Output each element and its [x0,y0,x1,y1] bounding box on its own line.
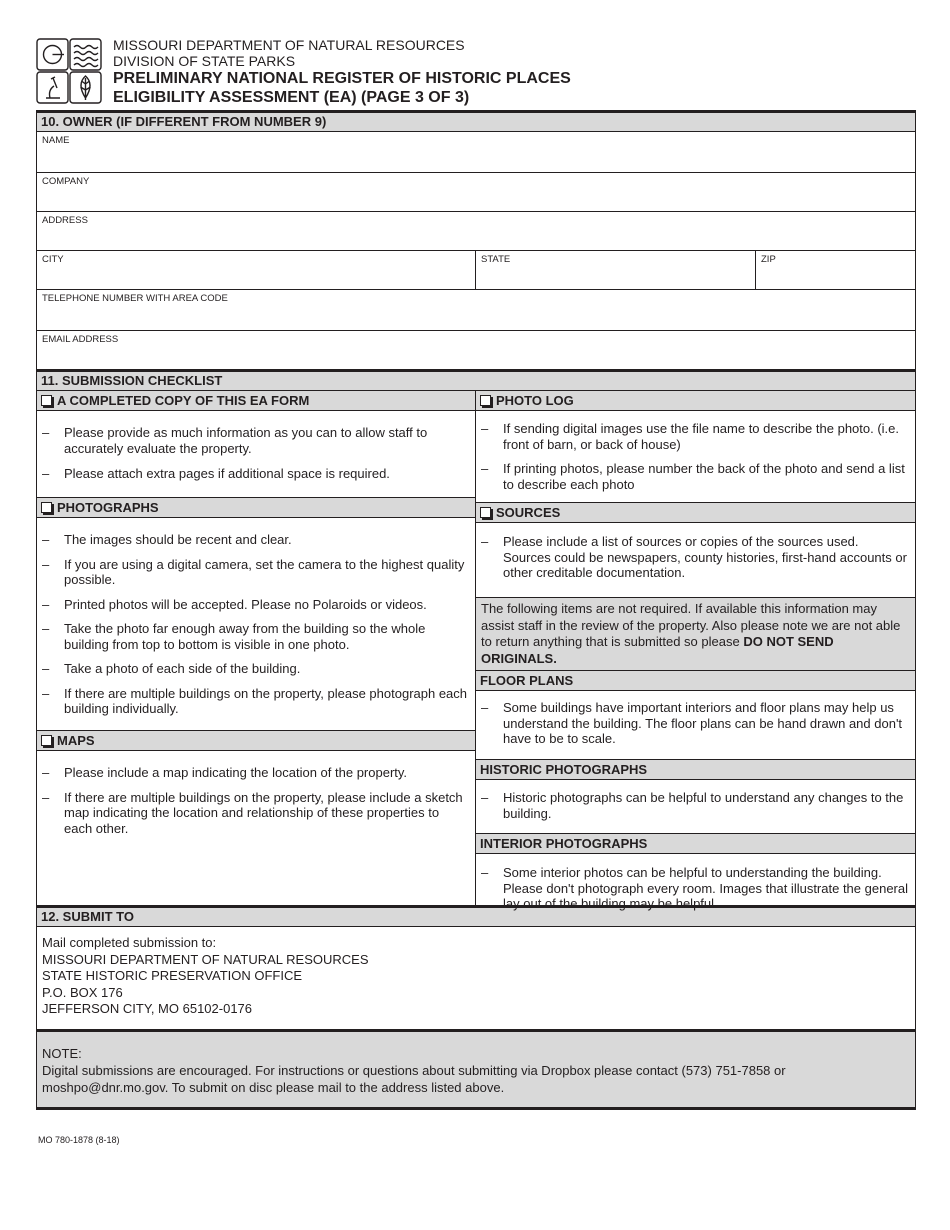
dash-mark: – [481,421,489,436]
dash-mark: – [42,466,50,481]
owner-city-state-zip-row [37,251,915,290]
optional-note-text: The following items are not required. If available this information may assist staff in the review of the property. Also please note we are not able to return anything that is submitted so please [481,601,901,649]
owner-email-label: EMAIL ADDRESS [42,334,119,345]
historic-photographs-list [476,780,915,833]
dnr-logo [36,38,102,104]
dash-mark: – [481,461,489,476]
dash-mark: – [42,661,50,676]
list-item: – Please include a map indicating the location of the property. [42,765,408,780]
optional-items-note [476,597,915,670]
form-subtitle: ELIGIBILITY ASSESSMENT (EA) (PAGE 3 OF 3) [113,89,470,106]
owner-state-field[interactable] [476,251,756,289]
list-item: – Take the photo far enough away from the building so the whole building from top to bottom is visible in one photo. [42,621,426,652]
interior-photographs-list [476,854,915,912]
checklist-sources-header [476,502,915,523]
checklist-ea-form-header [37,391,475,411]
checklist-photographs-header [37,497,475,518]
historic-photographs-header: HISTORIC PHOTOGRAPHS [476,759,915,780]
checklist-columns [37,391,915,911]
owner-zip-label: ZIP [761,254,776,265]
maps-list [37,751,475,836]
floor-plans-list [476,691,915,759]
owner-city-field[interactable] [37,251,476,289]
ea-form-checkbox[interactable] [41,395,52,406]
list-item: – If there are multiple buildings on the property, please photograph each building individually. [42,685,468,716]
section-10-title: 10. OWNER (IF DIFFERENT FROM NUMBER 9) [37,110,915,132]
owner-name-label: NAME [42,135,70,146]
sources-list [476,523,915,597]
form-number: MO 780-1878 (8-18) [38,1135,120,1145]
submit-line: MISSOURI DEPARTMENT OF NATURAL RESOURCES [42,951,369,967]
dash-mark: – [42,765,50,780]
list-item: – Take a photo of each side of the building. [42,661,301,676]
photographs-checkbox[interactable] [41,502,52,513]
checklist-ea-form-title: A COMPLETED COPY OF THIS EA FORM [57,393,310,408]
dash-mark: – [42,425,50,440]
owner-phone-label: TELEPHONE NUMBER WITH AREA CODE [42,293,228,304]
submit-line: P.O. BOX 176 [42,984,123,1000]
note-title: NOTE: [42,1046,82,1061]
owner-city-label: CITY [42,254,64,265]
list-item: – Historic photographs can be helpful to understand any changes to the building. [481,790,904,821]
photo-log-checkbox[interactable] [480,395,491,406]
dash-mark: – [481,865,489,880]
section-12-title: 12. SUBMIT TO [37,906,915,927]
list-item: – If sending digital images use the file name to describe the photo. (i.e. front of barn, or back of house) [481,421,900,452]
checklist-maps-title: MAPS [57,733,95,748]
section-11-title: 11. SUBMISSION CHECKLIST [37,369,915,391]
dash-mark: – [42,532,50,547]
dash-mark: – [42,556,50,572]
submit-address [37,927,915,1032]
photographs-list [37,518,475,730]
agency-name: MISSOURI DEPARTMENT OF NATURAL RESOURCES [113,37,465,53]
checklist-left-column [37,391,476,905]
owner-company-label: COMPANY [42,176,90,187]
checklist-photographs-title: PHOTOGRAPHS [57,500,159,515]
ea-form-list [37,411,475,497]
dash-mark: – [481,790,489,805]
interior-photographs-header: INTERIOR PHOTOGRAPHS [476,833,915,854]
optional-note-bold: DO NOT SEND ORIGINALS. [481,634,834,666]
list-item: – If printing photos, please number the back of the photo and send a list to describe each photo [481,461,905,492]
note-text: Digital submissions are encouraged. For instructions or questions about submitting via Dropbox please contact (573) 751-7858 or moshpo@dnr.mo.gov. To submit on disc please mail to the address listed above. [42,1063,786,1095]
owner-address-field[interactable] [37,212,915,251]
dash-mark: – [42,685,50,701]
list-item: – If there are multiple buildings on the property, please include a sketch map indicating the location and relationship of these properties to each other. [42,789,463,836]
owner-state-label: STATE [481,254,511,265]
submit-line: STATE HISTORIC PRESERVATION OFFICE [42,968,303,983]
photo-log-list [476,411,915,502]
owner-phone-field[interactable] [37,290,915,331]
owner-address-label: ADDRESS [42,215,88,226]
submit-note [37,1032,915,1110]
form-header [113,37,571,107]
list-item: – Some interior photos can be helpful to understanding the building. Please don't photograph every room. Images that illustrate the general lay out of the building may be helpful. [481,865,908,911]
owner-email-field[interactable] [37,331,915,369]
dash-mark: – [481,700,489,715]
dash-mark: – [42,621,50,636]
owner-company-field[interactable] [37,173,915,212]
form-title: PRELIMINARY NATIONAL REGISTER OF HISTORIC PLACES [113,70,571,87]
submit-line: JEFFERSON CITY, MO 65102-0176 [42,1001,253,1016]
list-item: – Printed photos will be accepted. Please no Polaroids or videos. [42,596,427,612]
list-item: – Please attach extra pages if additional space is required. [42,466,390,481]
checklist-maps-header [37,730,475,751]
submit-line: Mail completed submission to: [42,935,217,950]
list-item: – Some buildings have important interiors and floor plans may help us understand the building. The floor plans can be hand drawn and don't have to be to scale. [481,700,903,746]
floor-plans-header: FLOOR PLANS [476,670,915,691]
list-item: – Please provide as much information as you can to allow staff to accurately evaluate the property. [42,425,428,456]
list-item: – Please include a list of sources or copies of the sources used. Sources could be newspapers, county histories, first-hand accounts or other creditable documentation. [481,534,907,580]
dash-mark: – [481,534,489,549]
form-body [36,110,916,1110]
maps-checkbox[interactable] [41,735,52,746]
checklist-photo-log-header [476,391,915,411]
dash-mark: – [42,596,50,612]
sources-checkbox[interactable] [480,507,491,518]
owner-zip-field[interactable] [756,251,915,289]
dash-mark: – [42,789,50,805]
checklist-sources-title: SOURCES [496,505,561,520]
checklist-photo-log-title: PHOTO LOG [496,393,574,408]
list-item: – If you are using a digital camera, set the camera to the highest quality possible. [42,556,465,587]
owner-name-field[interactable] [37,132,915,173]
checklist-right-column [476,391,915,911]
division-name: DIVISION OF STATE PARKS [113,53,296,69]
list-item: – The images should be recent and clear. [42,532,292,547]
